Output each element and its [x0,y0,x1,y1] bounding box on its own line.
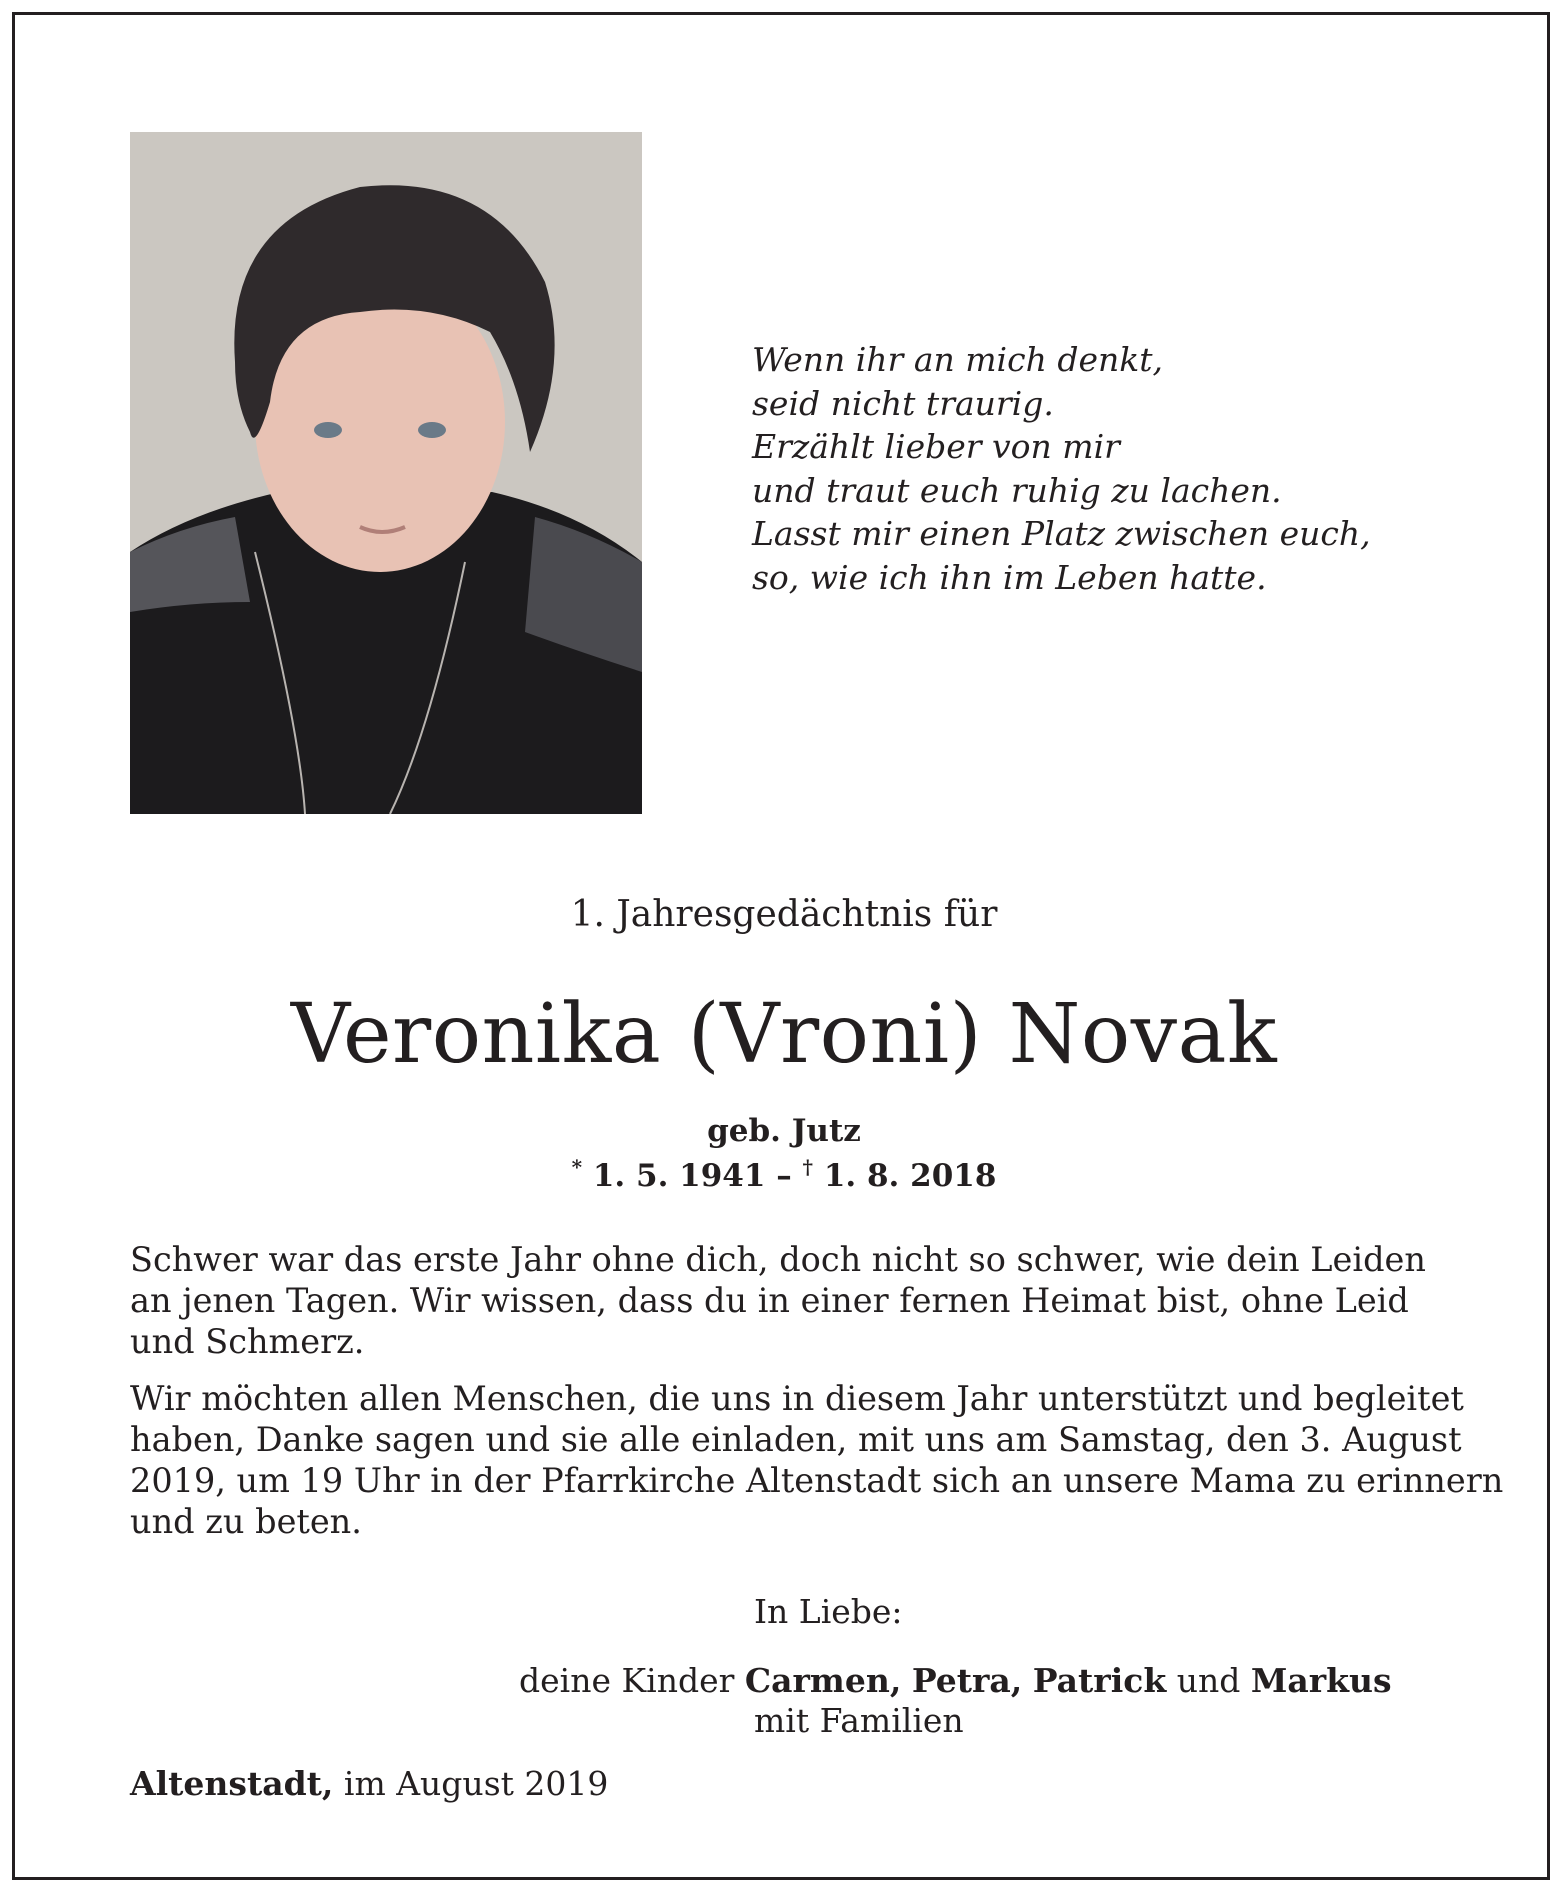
death-symbol: † [802,1155,814,1179]
poem-line: so, wie ich ihn im Leben hatte. [752,557,1267,597]
birth-symbol: * [571,1155,583,1179]
life-dates [0,1155,1568,1194]
text-line: Schwer war das erste Jahr ohne dich, doch nicht so schwer, wie dein Leiden [130,1240,1426,1279]
child-name: Markus [1250,1661,1392,1700]
poem-line: und traut euch ruhig zu lachen. [752,470,1282,510]
child-name: Patrick [1032,1661,1167,1700]
deceased-name: Veronika (Vroni) Novak [290,987,1278,1082]
poem [752,338,1371,599]
paragraph-1 [130,1239,1460,1362]
death-date: 1. 8. 2018 [823,1158,997,1194]
poem-line: seid nicht traurig. [752,383,1054,423]
place-town: Altenstadt, [130,1764,334,1803]
signature-children [519,1661,1392,1701]
poem-line: Erzählt lieber von mir [752,427,1120,466]
text-line: Wir möchten allen Menschen, die uns in diesem Jahr unterstützt und begleitet [130,1379,1464,1418]
birth-date: 1. 5. 1941 [592,1158,766,1194]
signature-suffix: mit Familien [754,1701,964,1740]
date-separator: – [765,1158,803,1194]
place-date [130,1764,608,1803]
birth-name: geb. Jutz [707,1113,861,1149]
portrait-icon [130,132,642,814]
text-line: und zu beten. [130,1502,362,1541]
signature-greeting: In Liebe: [754,1592,903,1631]
child-name: Petra, [911,1661,1023,1700]
signature-conjunction: und [1176,1661,1241,1700]
text-line: an jenen Tagen. Wir wissen, dass du in einer fernen Heimat bist, ohne Leid [130,1281,1409,1320]
portrait-photo [130,132,642,814]
poem-line: Lasst mir einen Platz zwischen euch, [752,514,1371,553]
child-name: Carmen, [744,1661,902,1700]
text-line: 2019, um 19 Uhr in der Pfarrkirche Altenstadt sich an unsere Mama zu erinnern [130,1461,1504,1500]
text-line: und Schmerz. [130,1322,365,1361]
memorial-intro: 1. Jahresgedächtnis für [570,894,998,935]
signature-prefix: deine Kinder [519,1661,735,1700]
place-month: im August 2019 [343,1764,609,1803]
poem-line: Wenn ihr an mich denkt, [752,340,1163,379]
text-line: haben, Danke sagen und sie alle einladen, mit uns am Samstag, den 3. August [130,1420,1462,1459]
paragraph-2 [130,1378,1504,1542]
